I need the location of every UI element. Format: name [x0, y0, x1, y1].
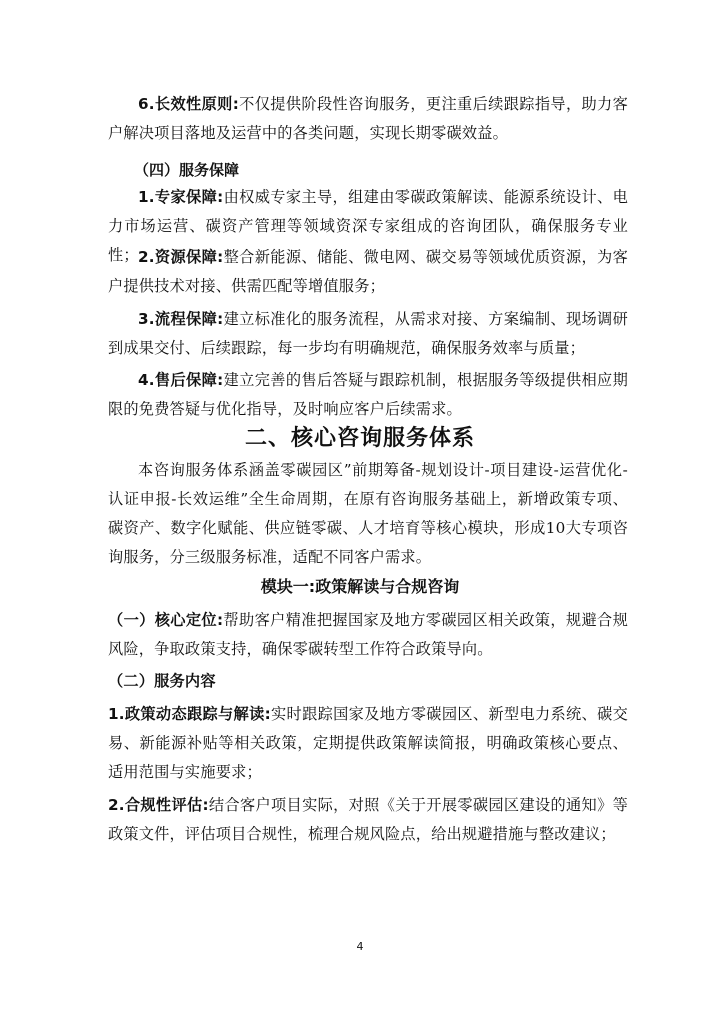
guarantee-1-text: 由权威专家主导，组建由零碳政策解读、能源系统设计、电力市场运营、碳资产管理等领域资深专家组成的咨询团队，确保服务专业性；: [108, 188, 629, 264]
module-1-title: 模块一:政策解读与合规咨询: [260, 577, 460, 596]
module-1-core-paragraph: [108, 606, 628, 664]
guarantee-4-paragraph: [108, 366, 628, 424]
guarantee-2-label: 2.资源保障:: [138, 248, 224, 266]
module-1-item-1-label: 1.政策动态跟踪与解读:: [108, 705, 271, 723]
module-1-item-2-label: 2.合规性评估:: [108, 796, 209, 814]
principle-6-label: 6.长效性原则:: [138, 95, 239, 113]
module-1-item-1-text: 实时跟踪国家及地方零碳园区、新型电力系统、碳交易、新能源补贴等相关政策，定期提供政策解读简报，明确政策核心要点、适用范围与实施要求；: [108, 705, 628, 781]
module-1-core-label: （一）核心定位:: [108, 611, 224, 629]
guarantee-4-label: 4.售后保障:: [138, 371, 224, 389]
guarantee-2-paragraph: [108, 243, 628, 301]
guarantee-3-label: 3.流程保障:: [138, 310, 224, 328]
guarantee-2-text: 整合新能源、储能、微电网、碳交易等领域优质资源，为客户提供技术对接、供需匹配等增值服务；: [108, 248, 629, 295]
guarantee-1-label: 1.专家保障:: [138, 188, 224, 206]
principle-6-paragraph: [108, 90, 628, 148]
principle-6-text: 不仅提供阶段性咨询服务，更注重后续跟踪指导，助力客户解决项目落地及运营中的各类问题，实现长期零碳效益。: [108, 95, 629, 142]
guarantee-4-text: 建立完善的售后答疑与跟踪机制，根据服务等级提供相应期限的免费答疑与优化指导，及时响应客户后续需求。: [108, 371, 629, 418]
module-1-item-2-paragraph: [108, 791, 628, 849]
guarantee-3-paragraph: [108, 305, 628, 363]
guarantee-3-text: 建立标准化的服务流程，从需求对接、方案编制、现场调研到成果交付、后续跟踪，每一步均有明确规范，确保服务效率与质量；: [108, 310, 629, 357]
page-number: 4: [356, 940, 364, 953]
module-1-core-text: 帮助客户精准把握国家及地方零碳园区相关政策，规避合规风险，争取政策支持，确保零碳转型工作符合政策导向。: [108, 611, 628, 658]
section-2-title: 二、核心咨询服务体系: [244, 426, 475, 451]
service-guarantee-heading: （四）服务保障: [134, 161, 240, 179]
module-1-item-2-text: 结合客户项目实际，对照《关于开展零碳园区建设的通知》等政策文件，评估项目合规性，梳理合规风险点，给出规避措施与整改建议；: [108, 796, 628, 843]
section-2-intro: 本咨询服务体系涵盖零碳园区”前期筹备-规划设计-项目建设-运营优化-认证申报-长效运维”全生命周期，在原有咨询服务基础上，新增政策专项、碳资产、数字化赋能、供应链零碳、人才培育等核心模块，形成10大专项咨询服务，分三级服务标准，适配不同客户需求。: [108, 461, 628, 566]
module-1-content-heading: [108, 667, 628, 696]
module-1-content-heading-text: （二）服务内容: [108, 672, 216, 690]
module-1-item-1-paragraph: [108, 700, 628, 787]
